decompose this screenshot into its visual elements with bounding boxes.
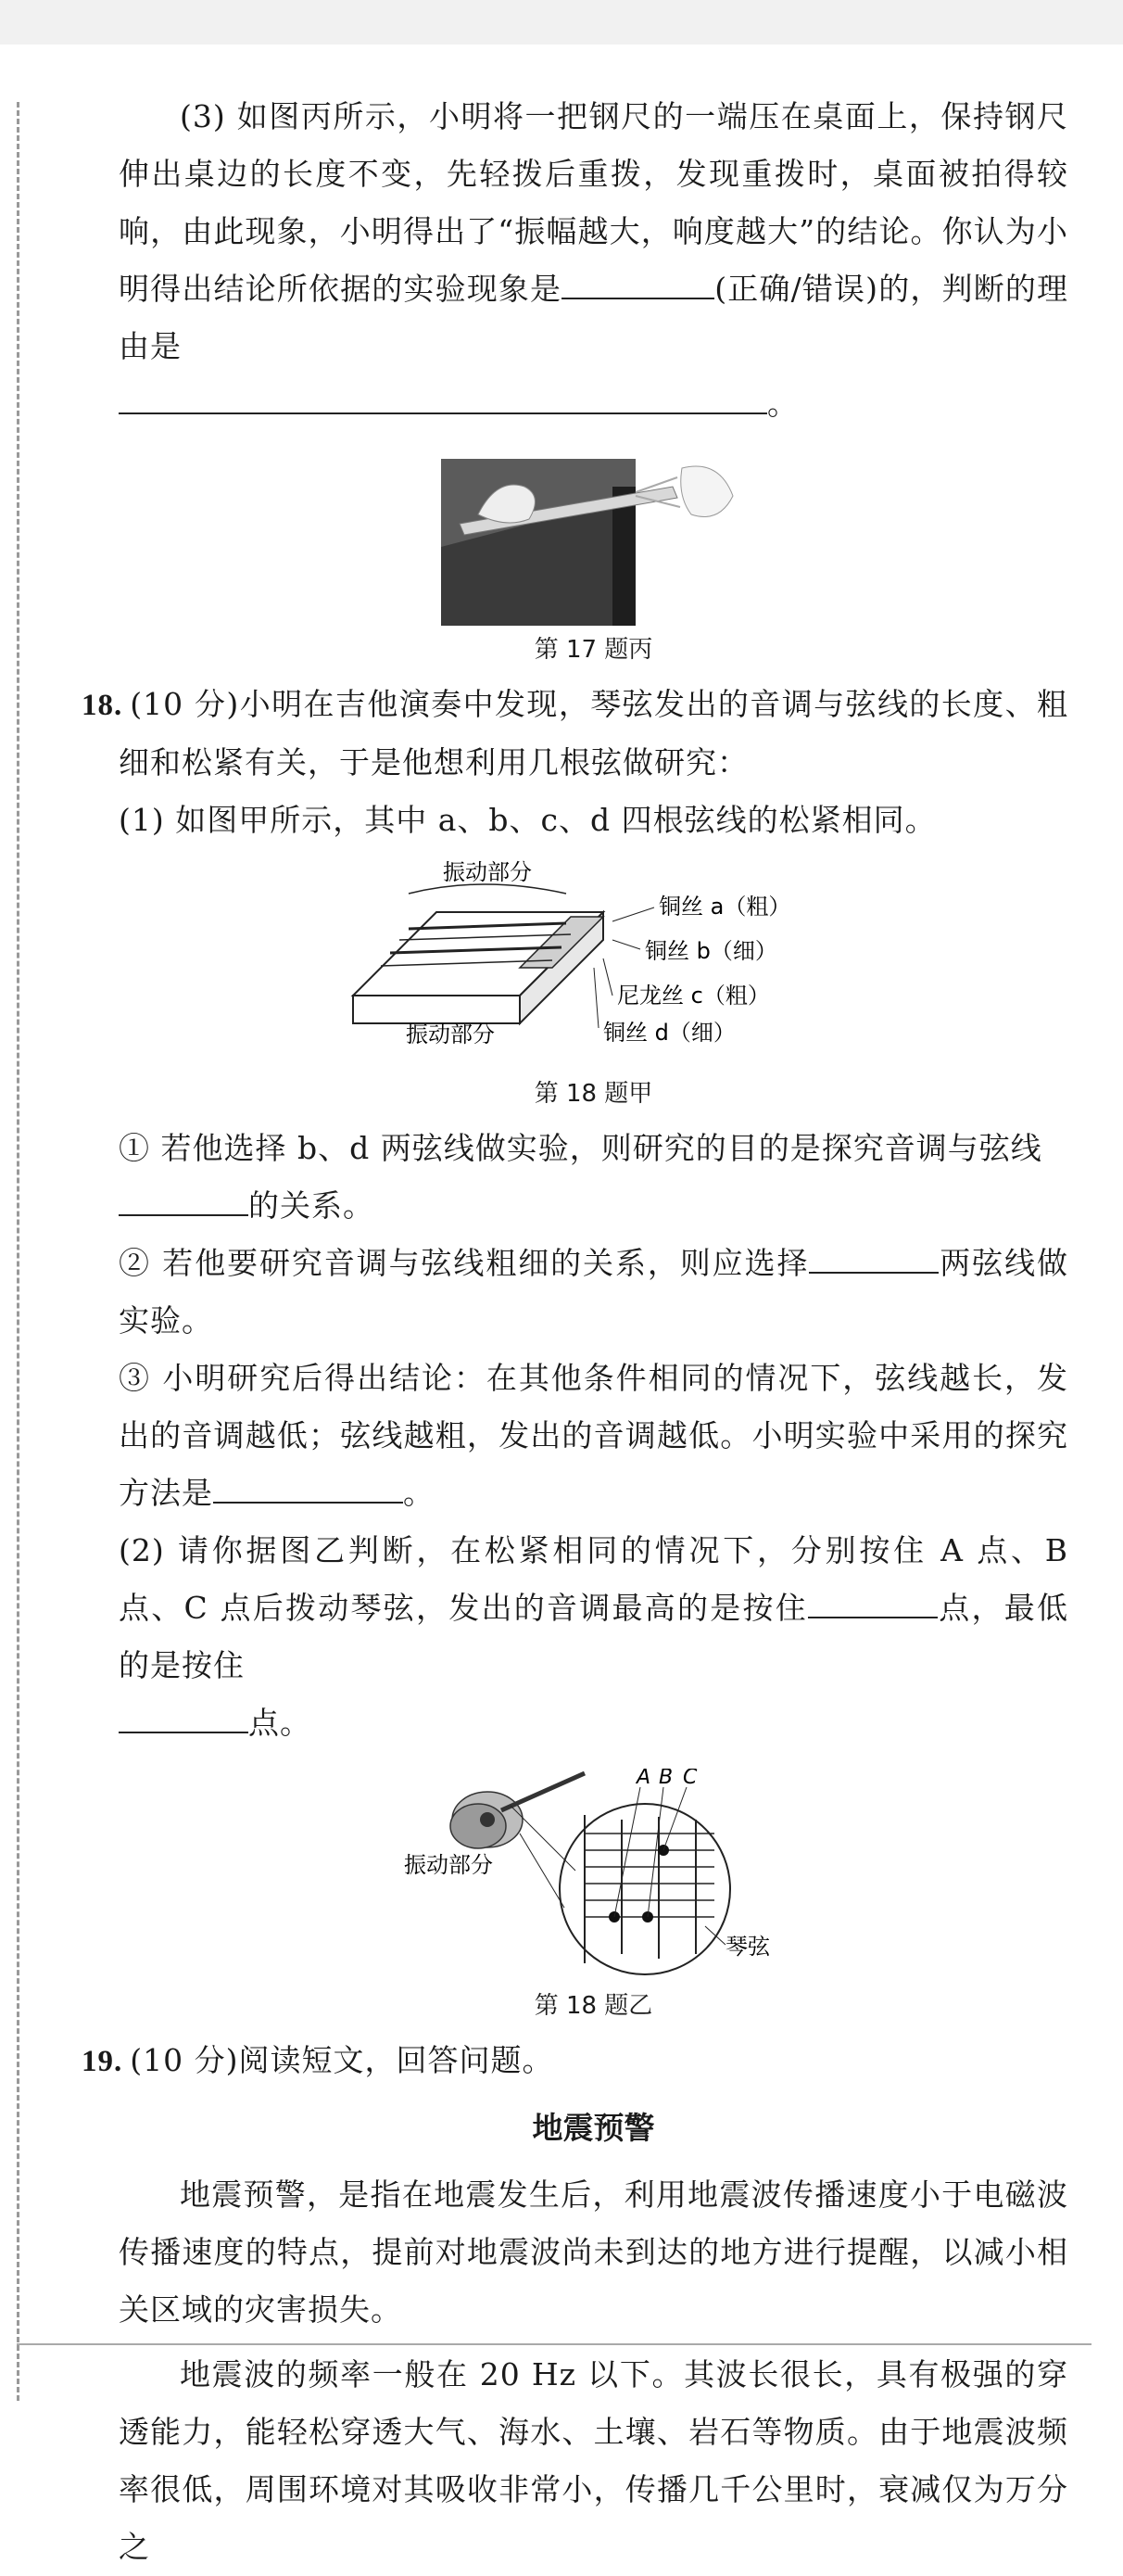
binding-dashed-line [17, 102, 19, 2401]
q18-blank-lowest[interactable] [119, 1704, 248, 1733]
label-vibrating-top: 振动部分 [442, 859, 532, 885]
label-vibrating: 振动部分 [403, 1852, 493, 1878]
q18-figure-b [119, 1769, 1068, 2026]
q17-blank-reason[interactable] [119, 385, 767, 414]
label-wire-a: 铜丝 a（粗） [658, 894, 790, 920]
q17-figure-caption: 第 17 题丙 [534, 636, 653, 664]
zoom-guide-1 [511, 1806, 575, 1871]
q17-blank-correct-wrong[interactable] [562, 270, 714, 299]
pointer-a [612, 907, 654, 921]
q19-article-title: 地震预警 [532, 2110, 655, 2146]
q17-period: 。 [767, 386, 799, 422]
q18-item3-text: ③ 小明研究后得出结论：在其他条件相同的情况下，弦线越长，发出的音调越低；弦线越粗，发出的音调越低。小明实验中采用的探究方法是 [119, 1360, 1068, 1511]
right-hand-icon [680, 466, 732, 517]
worksheet-page [82, 88, 1069, 2576]
q18-blank-highest[interactable] [808, 1589, 938, 1618]
q19-intro-text: (10 分)阅读短文，回答问题。 [130, 2042, 554, 2078]
q18-blank-item1[interactable] [119, 1186, 248, 1216]
q18-item1 [119, 1120, 1068, 1235]
q18-blank-item3[interactable] [213, 1474, 403, 1504]
q19-paragraph-1: 地震预警，是指在地震发生后，利用地震波传播速度小于电磁波传播速度的特点，提前对地震波尚未到达的地方进行提醒，以减小相关区域的灾害损失。 [119, 2176, 1068, 2328]
label-wire-d: 铜丝 d（细） [602, 1020, 736, 1046]
q17-part3-text-2: (正确/错误)的，判断的理由是 [119, 271, 1069, 364]
guitar-fret-diagram [399, 1769, 789, 1982]
q17-part3 [119, 88, 1068, 375]
q18-intro [82, 676, 1068, 792]
q18-figure-a-caption: 第 18 题甲 [534, 1080, 653, 1108]
pointer-b [612, 940, 640, 949]
q19-paragraph-2: 地震波的频率一般在 20 Hz 以下。其波长很长，具有极强的穿透能力，能轻松穿透大气、海水、土壤、岩石等物质。由于地震波频率很低，周围环境对其吸收非常小，传播几千公里时，衰减仅为万分之 [119, 2356, 1068, 2565]
q18-part2-text: (2) 请你据图乙判断，在松紧相同的情况下，分别按住 A 点、B 点、C 点后拨动琴弦，发出的音调最高的是按住 [119, 1532, 1068, 1626]
label-vibrating-bottom: 振动部分 [405, 1022, 495, 1047]
pointer-c [603, 958, 612, 996]
q18-item2-text: ② 若他要研究音调与弦线粗细的关系，则应选择 [119, 1245, 810, 1281]
q18-item1-end: 的关系。 [248, 1187, 374, 1224]
guitar-icon [450, 1773, 585, 1848]
q19-number: 19. [82, 2045, 123, 2078]
q17-figure [119, 459, 1068, 670]
q18-figure-b-caption: 第 18 题乙 [534, 1992, 653, 2020]
label-point-A: A [636, 1769, 650, 1789]
board-front [353, 996, 520, 1023]
pointer-d [594, 968, 599, 1028]
q18-part2-end: 点。 [248, 1705, 311, 1741]
page-top-shade [0, 0, 1123, 44]
zoom-guide-2 [520, 1834, 564, 1908]
pointer-string [705, 1926, 726, 1945]
q18-item2-end: 两弦线做实验。 [119, 1245, 1068, 1339]
q18-item3-end: 。 [403, 1475, 435, 1511]
brace-top [409, 884, 566, 894]
string-board-diagram [334, 857, 853, 1070]
q18-intro-text: (10 分)小明在吉他演奏中发现，琴弦发出的音调与弦线的长度、粗细和松紧有关，于是他想利用几根弦做研究： [119, 686, 1068, 780]
q17-part3-text: (3) 如图丙所示，小明将一把钢尺的一端压在桌面上，保持钢尺伸出桌边的长度不变，先轻拨后重拨，发现重拨时，桌面被拍得较响，由此现象，小明得出了“振幅越大，响度越大”的结论。你认为小明得出结论所依据的实验现象是 [119, 98, 1068, 307]
label-point-C: C [682, 1769, 697, 1789]
pointer-C [663, 1787, 687, 1850]
q18-part2 [119, 1522, 1068, 1752]
fretboard [585, 1815, 714, 1963]
label-wire-c: 尼龙丝 c（粗） [616, 983, 770, 1009]
q18-blank-item2[interactable] [809, 1244, 939, 1274]
q18-item1-text: ① 若他选择 b、d 两弦线做实验，则研究的目的是探究音调与弦线 [119, 1130, 1042, 1166]
q18-number: 18. [82, 689, 123, 722]
q19-intro [82, 2032, 1068, 2090]
q18-figure-a [119, 857, 1068, 1114]
q18-part1: (1) 如图甲所示，其中 a、b、c、d 四根弦线的松紧相同。 [119, 802, 937, 838]
q18-part2-text-2: 点，最低的是按住 [119, 1590, 1068, 1683]
label-point-B: B [658, 1769, 673, 1789]
q18-item2 [119, 1235, 1068, 1350]
q17-reason-line [119, 375, 1068, 433]
ruler-table-illustration [441, 459, 747, 626]
label-string: 琴弦 [725, 1934, 770, 1960]
label-wire-b: 铜丝 b（细） [644, 938, 777, 964]
q18-item3 [119, 1350, 1068, 1522]
